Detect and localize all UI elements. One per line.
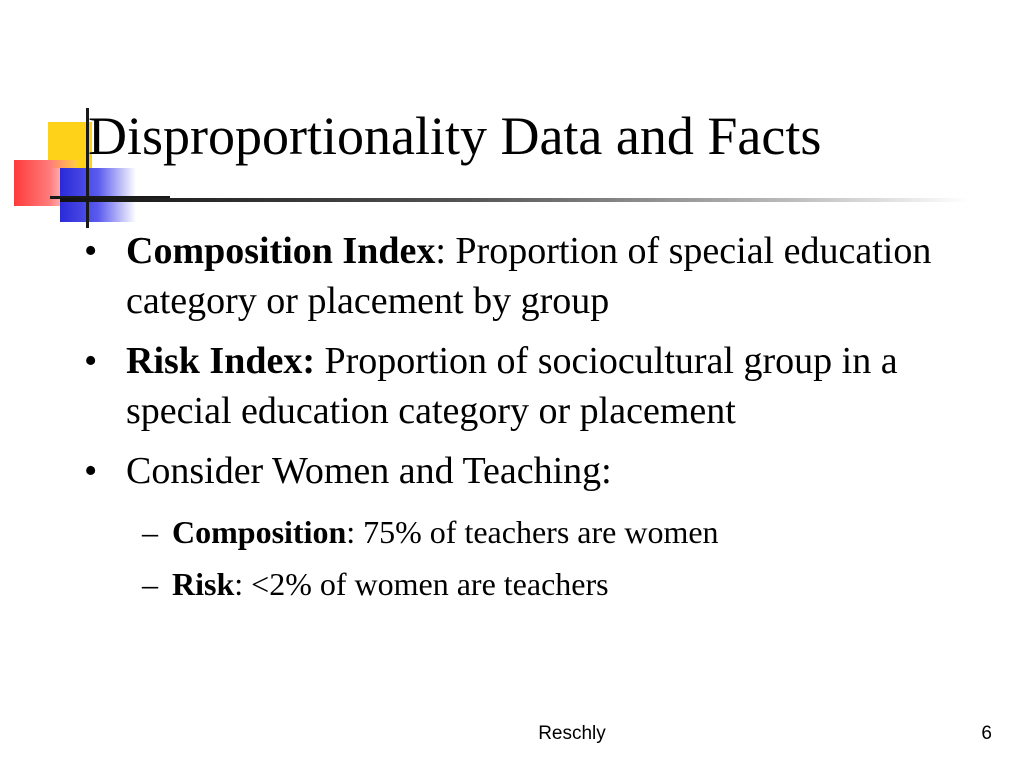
title-divider — [60, 198, 970, 202]
sub-bullet-composition — [84, 506, 964, 558]
bullet-list — [84, 226, 964, 610]
bullet-term: Composition Index — [126, 230, 436, 272]
bullet-risk-index — [84, 336, 964, 436]
bullet-women-teaching — [84, 446, 964, 496]
bullet-composition-index — [84, 226, 964, 326]
bullet-term: Risk Index: — [126, 340, 315, 382]
sub-bullet-text: : 75% of teachers are women — [346, 514, 719, 550]
blue-square-decoration — [60, 168, 136, 222]
slide-number: 6 — [981, 723, 992, 744]
bullet-text: : Proportion of special education category or placement by group — [126, 230, 932, 322]
sub-bullet-term: Composition — [172, 514, 347, 550]
sub-bullet-term: Risk — [172, 566, 235, 602]
dash-icon: – — [142, 566, 158, 602]
bullet-icon: • — [84, 230, 98, 272]
sub-bullet-text: : <2% of women are teachers — [234, 566, 609, 602]
sub-bullet-list — [84, 506, 964, 610]
sub-bullet-container — [84, 506, 964, 610]
bullet-text: Proportion of sociocultural group in a special education category or placement — [126, 340, 898, 432]
dash-icon: – — [142, 514, 158, 550]
bullet-icon: • — [84, 340, 98, 382]
sub-bullet-risk — [84, 558, 964, 610]
footer-author: Reschly — [538, 723, 606, 744]
bullet-icon: • — [84, 450, 98, 492]
slide-title: Disproportionality Data and Facts — [88, 106, 822, 166]
bullet-text: Consider Women and Teaching: — [126, 450, 612, 492]
